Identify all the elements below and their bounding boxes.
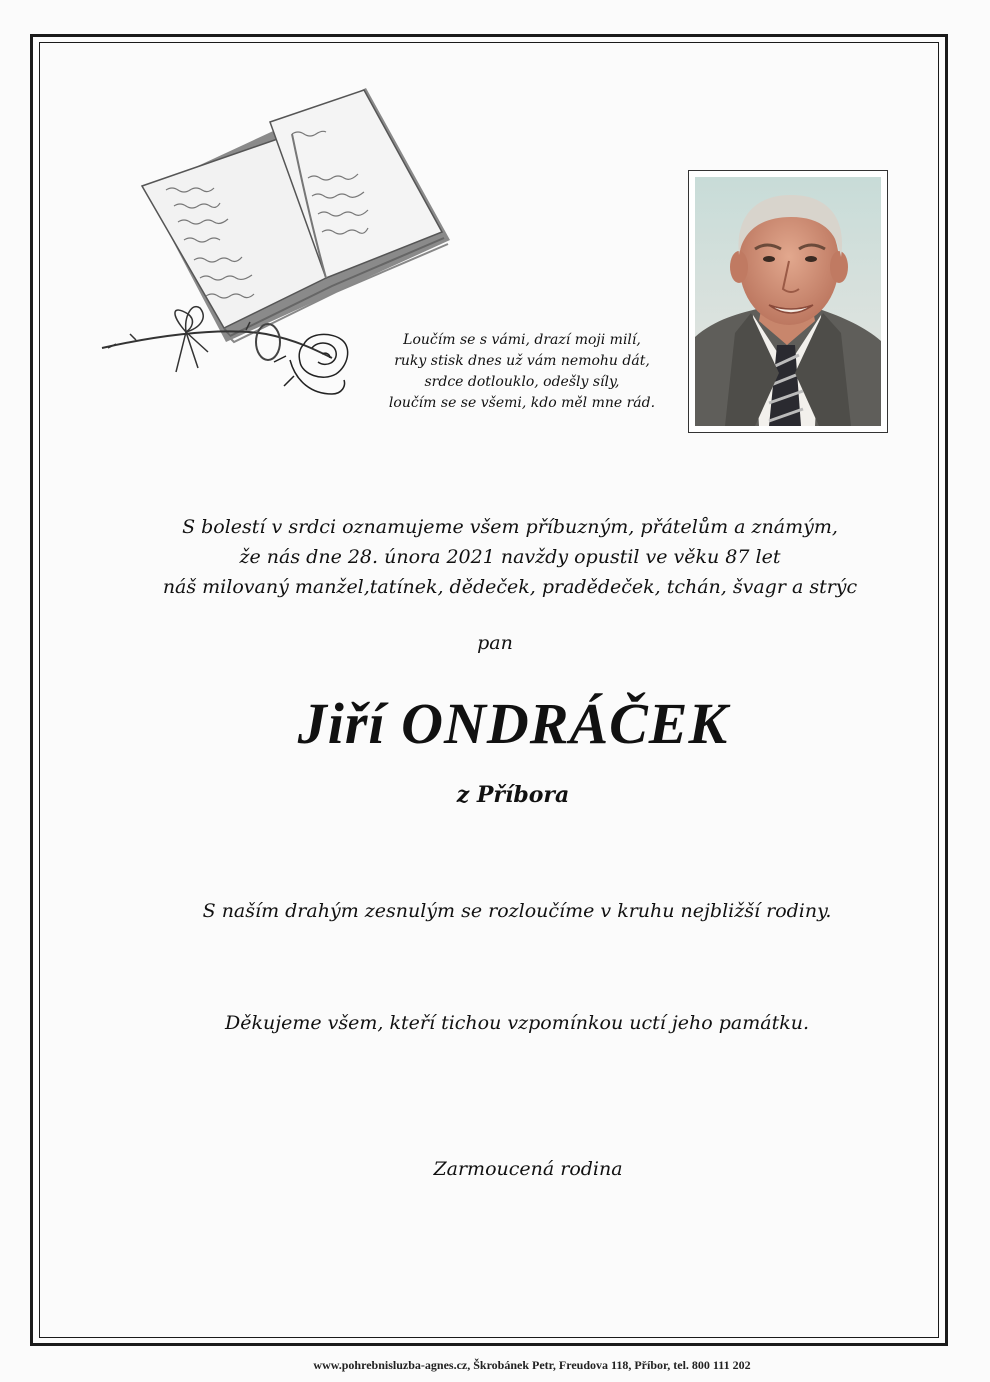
announcement-line: náš milovaný manžel,tatínek, dědeček, pradědeček, tchán, švagr a strýc [162, 576, 858, 598]
verse-line: srdce dotlouklo, odešly síly, [424, 374, 620, 390]
verse-line: loučím se se všemi, kdo měl mne rád. [388, 395, 656, 411]
funeral-notice: S naším drahým zesnulým se rozloučíme v kruhu nejbližší rodiny. [202, 900, 832, 922]
honorific: pan [477, 632, 513, 654]
family-signature: Zarmoucená rodina [433, 1158, 623, 1180]
farewell-verse [372, 330, 672, 414]
announcement-line: že nás dne 28. února 2021 navždy opustil ve věku 87 let [239, 546, 781, 568]
deceased-origin: z Příbora [456, 782, 570, 808]
funeral-service-footer: www.pohrebnisluzba-agnes.cz, Škrobánek Petr, Freudova 118, Příbor, tel. 800 111 202 [313, 1358, 751, 1372]
verse-line: ruky stisk dnes už vám nemohu dát, [394, 353, 650, 369]
thanks-text: Děkujeme všem, kteří tichou vzpomínkou uctí jeho památku. [224, 1012, 810, 1034]
announcement [100, 512, 920, 602]
verse-line: Loučím se s vámi, drazí moji milí, [403, 332, 641, 348]
portrait-photo [688, 170, 888, 433]
announcement-line: S bolestí v srdci oznamujeme všem příbuzným, přátelům a známým, [182, 516, 838, 538]
deceased-name: Jiří ONDRÁČEK [297, 691, 729, 756]
